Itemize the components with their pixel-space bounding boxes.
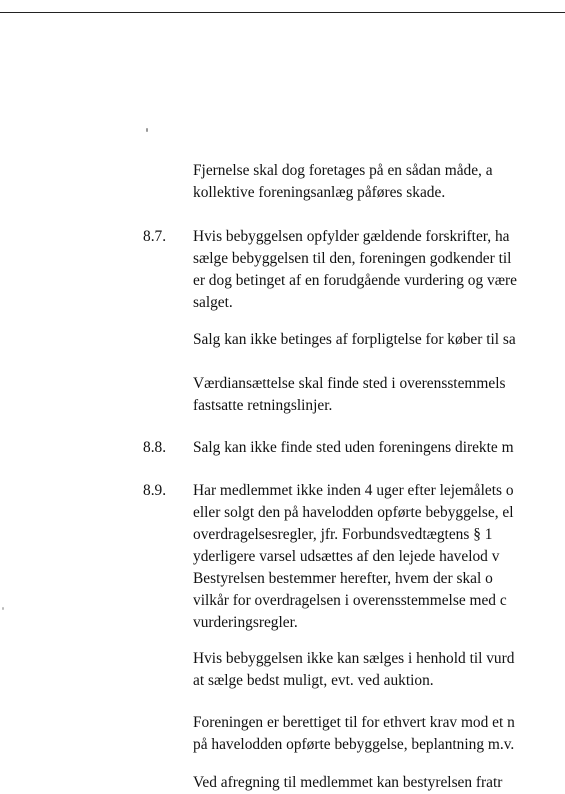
paragraph-line: overdragelsesregler, jfr. Forbundsvedtægtens § 1	[193, 526, 493, 543]
paragraph-line: salget.	[193, 294, 233, 311]
paragraph-line: sælge bebyggelsen til den, foreningen godkender til	[193, 250, 512, 267]
section-number: 8.9.	[143, 482, 167, 499]
scan-speck	[146, 128, 148, 132]
paragraph-line: Har medlemmet ikke inden 4 uger efter lejemålets o	[193, 482, 514, 499]
paragraph-line: yderligere varsel udsættes af den lejede havelod v	[193, 548, 500, 565]
paragraph-line: vurderingsregler.	[193, 614, 298, 631]
paragraph-line: Hvis bebyggelsen ikke kan sælges i henhold til vurd	[193, 650, 515, 667]
scan-speck	[2, 607, 4, 610]
paragraph-line: Ved afregning til medlemmet kan bestyrelsen fratr	[193, 774, 503, 791]
paragraph-line: at sælge bedst muligt, evt. ved auktion.	[193, 672, 434, 689]
top-rule	[0, 12, 565, 13]
paragraph-line: på havelodden opførte bebyggelse, beplantning m.v.	[193, 736, 515, 753]
paragraph-line: Foreningen er berettiget til for ethvert krav mod et n	[193, 714, 515, 731]
paragraph-line: Salg kan ikke betinges af forpligtelse for køber til sa	[193, 331, 516, 348]
paragraph-line: vilkår for overdragelsen i overensstemmelse med c	[193, 592, 507, 609]
paragraph-line: er dog betinget af en forudgående vurdering og være	[193, 272, 517, 289]
paragraph-line: Fjernelse skal dog foretages på en sådan måde, a	[193, 162, 493, 179]
section-number: 8.7.	[143, 228, 167, 245]
paragraph-line: eller solgt den på havelodden opførte bebyggelse, el	[193, 504, 514, 521]
paragraph-line: kollektive foreningsanlæg påføres skade.	[193, 184, 446, 201]
paragraph-line: Salg kan ikke finde sted uden foreningens direkte m	[193, 439, 514, 456]
paragraph-line: Værdiansættelse skal finde sted i overensstemmels	[193, 375, 506, 392]
paragraph-line: fastsatte retningslinjer.	[193, 397, 333, 414]
paragraph-line: Hvis bebyggelsen opfylder gældende forskrifter, ha	[193, 228, 510, 245]
section-number: 8.8.	[143, 439, 167, 456]
paragraph-line: Bestyrelsen bestemmer herefter, hvem der skal o	[193, 570, 493, 587]
